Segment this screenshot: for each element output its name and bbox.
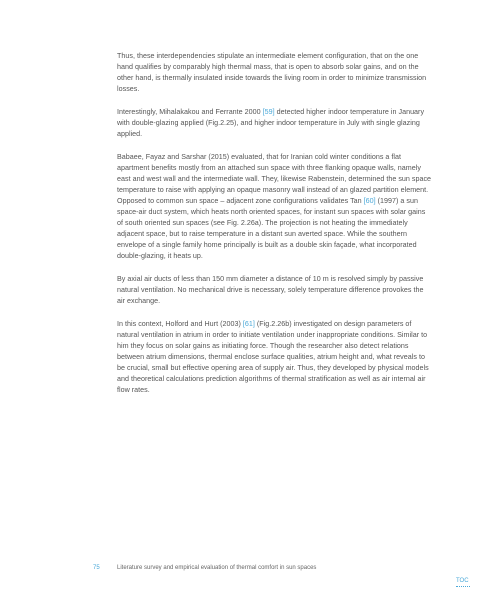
paragraph — [117, 152, 433, 262]
paragraph — [117, 274, 433, 307]
citation-link[interactable]: [59] — [262, 108, 275, 116]
paragraph-text: In this context, Holford and Hurt (2003) — [117, 320, 243, 328]
running-title: Literature survey and empirical evaluation of thermal comfort in sun spaces — [117, 565, 317, 571]
paragraph-text: (Fig.2.26b) investigated on design parameters of natural ventilation in atrium in order to initiate ventilation under inappropriate conditions. Similar to him they focus on solar gains as initiating force. Though the researcher also detect relations between atrium dimensions, thermal enclose surface qualities, atrium height and, what reveals to be crucial, small but effective opening area of supply air. Thus, they developed by physical models and theoretical calculations prediction algorithms of thermal stratification as well as air internal air flow rates. — [117, 320, 429, 394]
page-footer — [93, 564, 316, 572]
paragraph-text: Thus, these interdependencies stipulate an intermediate element configuration, that on the one hand qualifies by comparably high thermal mass, that is open to absorb solar gains, and on the other hand, is thermally insulated inside towards the living room in order to minimize transmission losses. — [117, 52, 427, 93]
paragraph-text: detected higher indoor temperature in January with double-glazing applied (Fig.2.25), and higher indoor temperature in July with single glazing applied. — [117, 108, 425, 138]
citation-link[interactable]: [61] — [242, 320, 255, 328]
paragraph-text: Interestingly, Mihalakakou and Ferrante 2000 — [117, 108, 263, 116]
main-text-column — [117, 51, 433, 408]
paragraph-text: Babaee, Fayaz and Sarshar (2015) evaluated, that for Iranian cold winter conditions a flat apartment benefits mostly from an attached sun space with three flanking opaque walls, namely east and west wall and the intermediate wall. They, likewise Rabenstein, determined the sun space temperature to raise with applying an opaque masonry wall instead of an glazed partition element. Opposed to common sun space – adjacent zone configurations validates Tan — [117, 153, 432, 205]
paragraph — [117, 107, 433, 140]
page-number: 75 — [93, 565, 100, 571]
paragraph-text: (1997) a sun space-air duct system, which heats north oriented spaces, for instant sun spaces with solar gains of south oriented sun spaces (see Fig. 2.26a). The projection is not heating the immediately adjacent space, but to raise temperature in a distant sun averted space. While the southern envelope of a single family home principally is built as a double skin façade, what incorporated double-glazing, it heats up. — [117, 197, 426, 260]
citation-link[interactable]: [60] — [363, 197, 376, 205]
paragraph-text: By axial air ducts of less than 150 mm diameter a distance of 10 m is resolved simply by passive natural ventilation. No mechanical drive is necessary, solely temperature difference provokes the air exchange. — [117, 275, 424, 305]
paragraph — [117, 319, 433, 396]
toc-link[interactable]: TOC — [456, 577, 470, 587]
paragraph — [117, 51, 433, 95]
